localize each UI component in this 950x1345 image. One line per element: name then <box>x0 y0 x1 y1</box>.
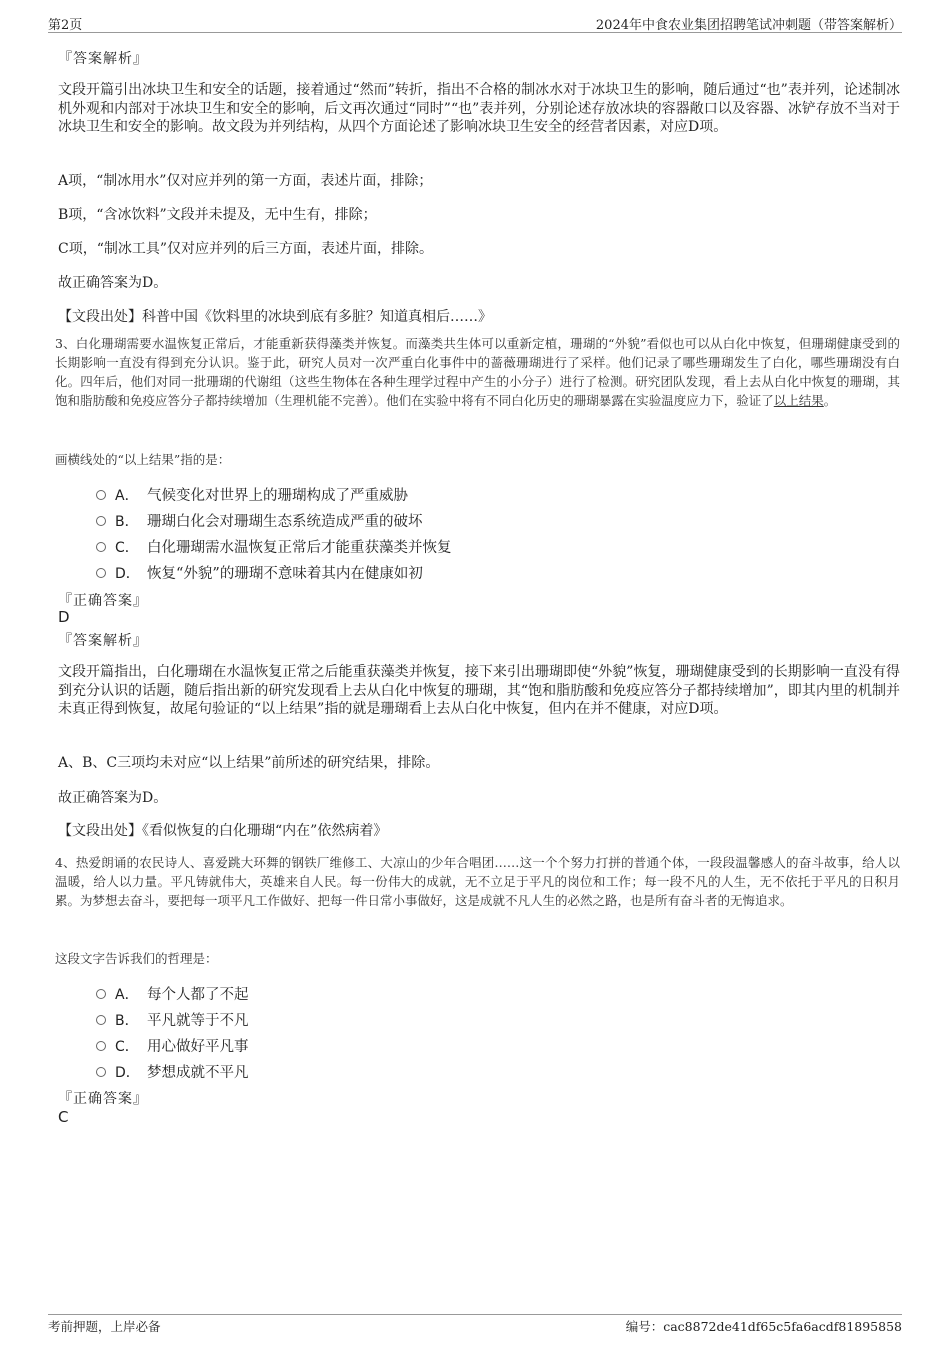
radio-button-icon[interactable] <box>96 490 106 500</box>
analysis-paragraph: 文段开篇指出，白化珊瑚在水温恢复正常之后能重获藻类并恢复，接下来引出珊瑚即使“外貌”恢复，珊瑚健康受到的长期影响一直没有得到充分认识的话题，随后指出新的研究发现看上去从白化中恢复的珊瑚，其“饱和脂肪酸和免疫应答分子都持续增加”，即其内里的机制并未真正得到恢复，故尾句验证的“以上结果”指的就是珊瑚看上去从白化中恢复，但内在并不健康，对应D项。 <box>58 664 900 717</box>
source-citation: 【文段出处】科普中国《饮料里的冰块到底有多脏？知道真相后……》 <box>58 309 492 325</box>
question-4-prompt: 这段文字告诉我们的哲理是： <box>55 951 218 966</box>
analysis-option-b: B项，“含冰饮料”文段并未提及，无中生有，排除； <box>58 207 377 223</box>
q4-option-a[interactable]: A． 每个人都了不起 <box>96 983 249 1003</box>
q4-option-b[interactable]: B． 平凡就等于不凡 <box>96 1009 249 1029</box>
analysis-conclusion: 故正确答案为D。 <box>58 275 168 291</box>
analysis-label: 『答案解析』 <box>58 51 148 67</box>
analysis-paragraph-2: A、B、C三项均未对应“以上结果”前所述的研究结果，排除。 <box>58 755 440 771</box>
radio-button-icon[interactable] <box>96 516 106 526</box>
q3-option-a[interactable]: A． 气候变化对世界上的珊瑚构成了严重威胁 <box>96 484 408 504</box>
radio-button-icon[interactable] <box>96 542 106 552</box>
analysis-option-c: C项，“制冰工具”仅对应并列的后三方面，表述片面，排除。 <box>58 241 434 257</box>
footer-slogan: 考前押题，上岸必备 <box>48 1319 161 1334</box>
q3-option-c[interactable]: C． 白化珊瑚需水温恢复正常后才能重获藻类并恢复 <box>96 536 452 556</box>
question-3-prompt: 画横线处的“以上结果”指的是： <box>55 452 231 467</box>
document-title: 2024年中食农业集团招聘笔试冲刺题（带答案解析） <box>595 18 902 33</box>
document-id: 编号：cac8872de41df65c5fa6acdf81895858 <box>625 1319 902 1334</box>
question-3-stem: 3、白化珊瑚需要水温恢复正常后，才能重新获得藻类并恢复。而藻类共生体可以重新定植，珊瑚的“外貌”看似也可以从白化中恢复，但珊瑚健康受到的长期影响一直没有得到充分认识。鉴于此，研究人员对一次严重白化事件中的蔷薇珊瑚进行了采样。他们记录了哪些珊瑚发生了白化，哪些珊瑚没有白化。四年后，他们对同一批珊瑚的代谢组（这些生物体在各种生理学过程中产生的小分子）进行了检测。研究团队发现，看上去从白化中恢复的珊瑚，其饱和脂肪酸和免疫应答分子都持续增加（生理机能不完善）。他们在实验中将有不同白化历史的珊瑚暴露在实验温度应力下，验证了以上结果。 <box>55 336 900 408</box>
underlined-phrase: 以上结果 <box>773 393 824 408</box>
correct-answer: D <box>58 608 70 626</box>
analysis-paragraph: 文段开篇引出冰块卫生和安全的话题，接着通过“然而”转折，指出不合格的制冰水对于冰块卫生的影响，随后通过“也”表并列，论述制冰机外观和内部对于冰块卫生和安全的影响，后文再次通过“同时”“也”表并列，分别论述存放冰块的容器敞口以及容器、冰铲存放不当对于冰块卫生和安全的影响。故文段为并列结构，从四个方面论述了影响冰块卫生安全的经营者因素，对应D项。 <box>58 82 900 135</box>
question-4-stem: 4、热爱朗诵的农民诗人、喜爱跳大环舞的钢铁厂维修工、大凉山的少年合唱团……这一个个努力打拼的普通个体，一段段温馨感人的奋斗故事，给人以温暖，给人以力量。平凡铸就伟大，英雄来自人民。每一份伟大的成就，无不立足于平凡的岗位和工作；每一段不凡的人生，无不依托于平凡的日积月累。为梦想去奋斗，要把每一项平凡工作做好、把每一件日常小事做好，这是成就不凡人生的必然之路，也是所有奋斗者的无悔追求。 <box>55 855 900 908</box>
page-header <box>48 12 902 33</box>
radio-button-icon[interactable] <box>96 1041 106 1051</box>
correct-answer-label: 『正确答案』 <box>58 593 148 609</box>
radio-button-icon[interactable] <box>96 989 106 999</box>
correct-answer: C <box>58 1108 69 1126</box>
analysis-conclusion: 故正确答案为D。 <box>58 790 168 806</box>
q3-option-d[interactable]: D． 恢复“外貌”的珊瑚不意味着其内在健康如初 <box>96 562 423 582</box>
radio-button-icon[interactable] <box>96 1067 106 1077</box>
correct-answer-label: 『正确答案』 <box>58 1091 148 1107</box>
q3-option-b[interactable]: B． 珊瑚白化会对珊瑚生态系统造成严重的破坏 <box>96 510 423 530</box>
q4-option-c[interactable]: C． 用心做好平凡事 <box>96 1035 249 1055</box>
page-footer <box>48 1314 902 1333</box>
q4-option-d[interactable]: D． 梦想成就不平凡 <box>96 1061 249 1081</box>
radio-button-icon[interactable] <box>96 1015 106 1025</box>
radio-button-icon[interactable] <box>96 568 106 578</box>
analysis-option-a: A项，“制冰用水”仅对应并列的第一方面，表述片面，排除； <box>58 173 433 189</box>
page-number: 第2页 <box>48 18 83 33</box>
analysis-label: 『答案解析』 <box>58 633 148 649</box>
source-citation: 【文段出处】《看似恢复的白化珊瑚“内在”依然病着》 <box>58 823 388 839</box>
